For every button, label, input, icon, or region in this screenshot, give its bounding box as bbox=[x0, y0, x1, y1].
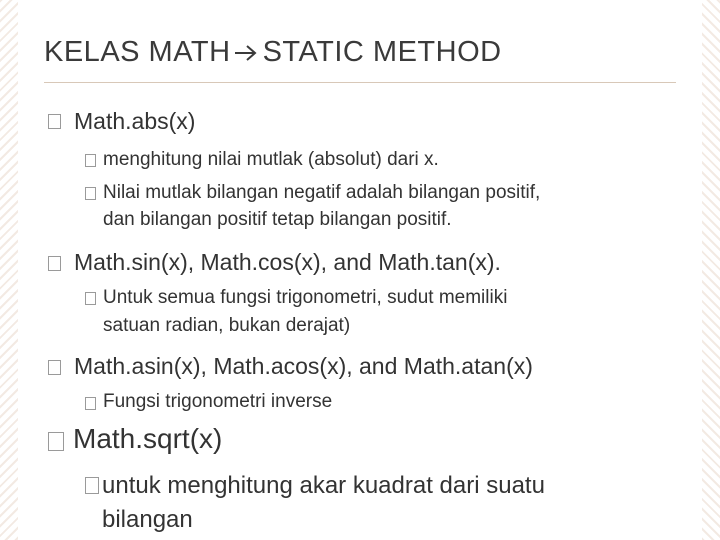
square-bullet-icon bbox=[85, 154, 96, 167]
subitem-inverse-desc: Fungsi trigonometri inverse bbox=[103, 391, 333, 412]
square-bullet-icon bbox=[85, 187, 96, 200]
square-bullet-icon bbox=[85, 477, 99, 494]
right-decorative-border bbox=[702, 0, 720, 540]
subitem-trig-line1: Untuk semua fungsi trigonometri, sudut memiliki bbox=[103, 287, 508, 308]
subitem-abs-desc: menghitung nilai mutlak (absolut) dari x. bbox=[103, 149, 439, 170]
subitem-abs-note-line1: Nilai mutlak bilangan negatif adalah bilangan positif, bbox=[103, 182, 541, 203]
right-arrow-icon bbox=[233, 38, 259, 71]
square-bullet-icon bbox=[48, 360, 61, 375]
square-bullet-icon bbox=[48, 432, 64, 451]
subitem-sqrt-line2: bilangan bbox=[102, 506, 193, 533]
title-right-text: STATIC METHOD bbox=[262, 36, 502, 68]
square-bullet-icon bbox=[48, 256, 61, 271]
subitem-sqrt-line1: untuk menghitung akar kuadrat dari suatu bbox=[102, 472, 545, 499]
square-bullet-icon bbox=[48, 114, 61, 129]
slide-title bbox=[44, 36, 502, 71]
item-math-inverse-trig: Math.asin(x), Math.acos(x), and Math.atan(x) bbox=[74, 353, 533, 379]
title-left-text: KELAS MATH bbox=[44, 36, 231, 68]
title-divider bbox=[44, 82, 676, 83]
square-bullet-icon bbox=[85, 397, 96, 410]
square-bullet-icon bbox=[85, 292, 96, 305]
subitem-abs-note-line2: dan bilangan positif tetap bilangan positif. bbox=[103, 209, 452, 230]
item-math-abs: Math.abs(x) bbox=[74, 108, 196, 134]
subitem-trig-line2: satuan radian, bukan derajat) bbox=[103, 315, 351, 336]
item-math-sqrt: Math.sqrt(x) bbox=[73, 423, 223, 454]
left-decorative-border bbox=[0, 0, 18, 540]
item-math-trig: Math.sin(x), Math.cos(x), and Math.tan(x). bbox=[74, 249, 501, 275]
